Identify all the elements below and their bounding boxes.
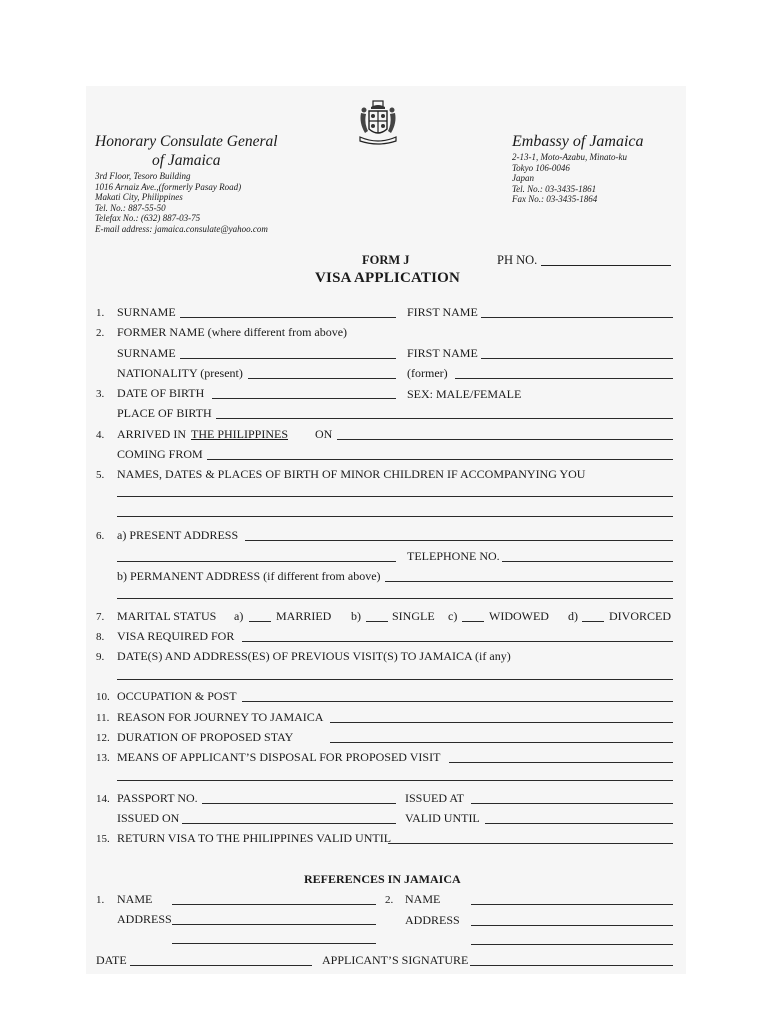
former-first-name-line[interactable] <box>481 358 673 359</box>
present-address-label: a) PRESENT ADDRESS <box>117 528 239 542</box>
duration-label: DURATION OF PROPOSED STAY <box>117 730 294 744</box>
item-number: 14. <box>96 793 110 805</box>
country-label: THE PHILIPPINES <box>191 427 289 441</box>
permanent-address-line-2[interactable] <box>117 598 673 599</box>
means-line-2[interactable] <box>117 780 673 781</box>
coming-from-label: COMING FROM <box>117 447 203 461</box>
visa-required-label: VISA REQUIRED FOR <box>117 629 235 643</box>
ph-no-label: PH NO. <box>497 253 538 267</box>
former-name-label: FORMER NAME (where different from above) <box>117 325 348 339</box>
present-address-line-2[interactable] <box>117 561 396 562</box>
address-line: E-mail address: jamaica.consulate@yahoo.com <box>95 223 268 234</box>
reference-1-name-line[interactable] <box>172 904 376 905</box>
telephone-label: TELEPHONE NO. <box>407 549 500 563</box>
item-number: 13. <box>96 752 110 764</box>
reference-number: 1. <box>96 894 105 906</box>
references-title: REFERENCES IN JAMAICA <box>304 872 461 886</box>
ph-no-line[interactable] <box>541 265 671 266</box>
item-number: 1. <box>96 307 105 319</box>
nationality-present-label: NATIONALITY (present) <box>117 366 243 380</box>
form-id: FORM J <box>362 253 410 267</box>
address-line: Tel. No.: 887-55-50 <box>95 202 166 213</box>
ph-no-field[interactable] <box>497 253 537 268</box>
item-number: 9. <box>96 651 105 663</box>
minor-children-label: NAMES, DATES & PLACES OF BIRTH OF MINOR CHILDREN IF ACCOMPANYING YOU <box>117 467 586 481</box>
nationality-former-line[interactable] <box>455 378 673 379</box>
address-line: Japan <box>512 173 534 183</box>
date-line[interactable] <box>130 965 312 966</box>
reason-label: REASON FOR JOURNEY TO JAMAICA <box>117 710 324 724</box>
date-of-birth-label: DATE OF BIRTH <box>117 386 205 400</box>
means-line[interactable] <box>449 762 673 763</box>
item-number: 11. <box>96 712 110 724</box>
valid-until-line[interactable] <box>485 823 673 824</box>
option-a-label: a) <box>234 609 244 623</box>
issued-at-line[interactable] <box>471 803 673 804</box>
permanent-address-label: b) PERMANENT ADDRESS (if different from above) <box>117 569 381 583</box>
reason-line[interactable] <box>330 722 673 723</box>
visa-required-line[interactable] <box>242 641 673 642</box>
address-line: Makati City, Philippines <box>95 192 183 202</box>
reference-2-address-line-2[interactable] <box>471 944 673 945</box>
sex-label: SEX: MALE/FEMALE <box>407 387 522 401</box>
signature-line[interactable] <box>470 965 673 966</box>
jamaica-coat-of-arms-icon <box>357 99 399 147</box>
item-number: 7. <box>96 611 105 623</box>
single-checkbox-line[interactable] <box>366 621 388 622</box>
surname-line[interactable] <box>180 317 396 318</box>
option-c-label: c) <box>448 609 458 623</box>
coming-from-line[interactable] <box>207 459 673 460</box>
occupation-line[interactable] <box>242 701 673 702</box>
consulate-title <box>95 132 395 170</box>
previous-visits-label: DATE(S) AND ADDRESS(ES) OF PREVIOUS VISIT(S) TO JAMAICA (if any) <box>117 649 511 663</box>
reference-2-name-line[interactable] <box>471 904 673 905</box>
consulate-address <box>95 171 395 234</box>
item-number: 4. <box>96 429 105 441</box>
item-number: 8. <box>96 631 105 643</box>
consulate-header <box>95 132 395 234</box>
embassy-header <box>512 132 712 205</box>
arrived-on-line[interactable] <box>337 439 673 440</box>
married-label: MARRIED <box>276 609 332 623</box>
single-label: SINGLE <box>392 609 435 623</box>
divorced-checkbox-line[interactable] <box>582 621 604 622</box>
divorced-label: DIVORCED <box>609 609 671 623</box>
married-checkbox-line[interactable] <box>249 621 271 622</box>
consulate-title-line2: of Jamaica <box>152 152 221 169</box>
duration-line[interactable] <box>330 742 673 743</box>
arrived-on-label: ON <box>315 427 333 441</box>
consulate-title-line1: Honorary Consulate General <box>95 133 278 150</box>
first-name-line[interactable] <box>481 317 673 318</box>
previous-visits-line[interactable] <box>117 679 673 680</box>
embassy-address <box>512 152 712 205</box>
issued-at-label: ISSUED AT <box>405 791 465 805</box>
reference-2-name-label: NAME <box>405 892 441 906</box>
occupation-label: OCCUPATION & POST <box>117 689 237 703</box>
permanent-address-line[interactable] <box>385 581 673 582</box>
former-surname-label: SURNAME <box>117 346 176 360</box>
item-number: 12. <box>96 732 110 744</box>
date-label: DATE <box>96 953 127 967</box>
issued-on-label: ISSUED ON <box>117 811 180 825</box>
item-number: 3. <box>96 388 105 400</box>
minor-children-line[interactable] <box>117 496 673 497</box>
reference-1-address-label: ADDRESS <box>117 912 172 926</box>
former-surname-line[interactable] <box>180 358 396 359</box>
address-line: Tel. No.: 03-3435-1861 <box>512 183 597 194</box>
form-title: VISA APPLICATION <box>315 270 461 286</box>
item-number: 2. <box>96 327 105 339</box>
passport-no-line[interactable] <box>202 803 396 804</box>
reference-number: 2. <box>385 894 394 906</box>
place-of-birth-label: PLACE OF BIRTH <box>117 406 212 420</box>
address-line: Fax No.: 03-3435-1864 <box>512 194 598 204</box>
signature-label: APPLICANT’S SIGNATURE <box>322 953 469 967</box>
return-visa-label: RETURN VISA TO THE PHILIPPINES VALID UNTIL <box>117 831 392 845</box>
passport-no-label: PASSPORT NO. <box>117 791 198 805</box>
date-of-birth-line[interactable] <box>212 398 396 399</box>
reference-1-name-label: NAME <box>117 892 153 906</box>
item-number: 15. <box>96 833 110 845</box>
address-line: 3rd Floor, Tesoro Building <box>95 171 191 181</box>
issued-on-line[interactable] <box>182 823 396 824</box>
reference-2-address-line[interactable] <box>471 925 673 926</box>
place-of-birth-line[interactable] <box>216 418 673 419</box>
address-line: 2-13-1, Moto-Azabu, Minato-ku <box>512 152 627 162</box>
address-line: Tokyo 106-0046 <box>512 162 570 173</box>
address-line: 1016 Arnaiz Ave.,(formerly Pasay Road) <box>95 181 242 192</box>
valid-until-label: VALID UNTIL <box>405 811 480 825</box>
reference-1-address-line-2[interactable] <box>172 943 376 944</box>
embassy-title: Embassy of Jamaica <box>512 133 644 150</box>
option-b-label: b) <box>351 609 361 623</box>
first-name-label: FIRST NAME <box>407 305 478 319</box>
widowed-label: WIDOWED <box>489 609 549 623</box>
surname-label: SURNAME <box>117 305 176 319</box>
item-number: 10. <box>96 691 110 703</box>
item-number: 6. <box>96 530 105 542</box>
present-address-line[interactable] <box>245 540 673 541</box>
option-d-label: d) <box>568 609 578 623</box>
former-first-name-label: FIRST NAME <box>407 346 478 360</box>
nationality-present-line[interactable] <box>248 378 396 379</box>
nationality-former-label: (former) <box>407 366 448 380</box>
widowed-checkbox-line[interactable] <box>462 621 484 622</box>
telephone-line[interactable] <box>502 561 673 562</box>
reference-1-address-line[interactable] <box>172 924 376 925</box>
return-visa-line[interactable] <box>388 843 673 844</box>
item-number: 5. <box>96 469 105 481</box>
marital-status-label: MARITAL STATUS <box>117 609 217 623</box>
minor-children-line[interactable] <box>117 516 673 517</box>
means-label: MEANS OF APPLICANT’S DISPOSAL FOR PROPOSED VISIT <box>117 750 441 764</box>
address-line: Telefax No.: (632) 887-03-75 <box>95 213 201 223</box>
reference-2-address-label: ADDRESS <box>405 913 460 927</box>
arrived-in-label: ARRIVED IN <box>117 427 186 441</box>
